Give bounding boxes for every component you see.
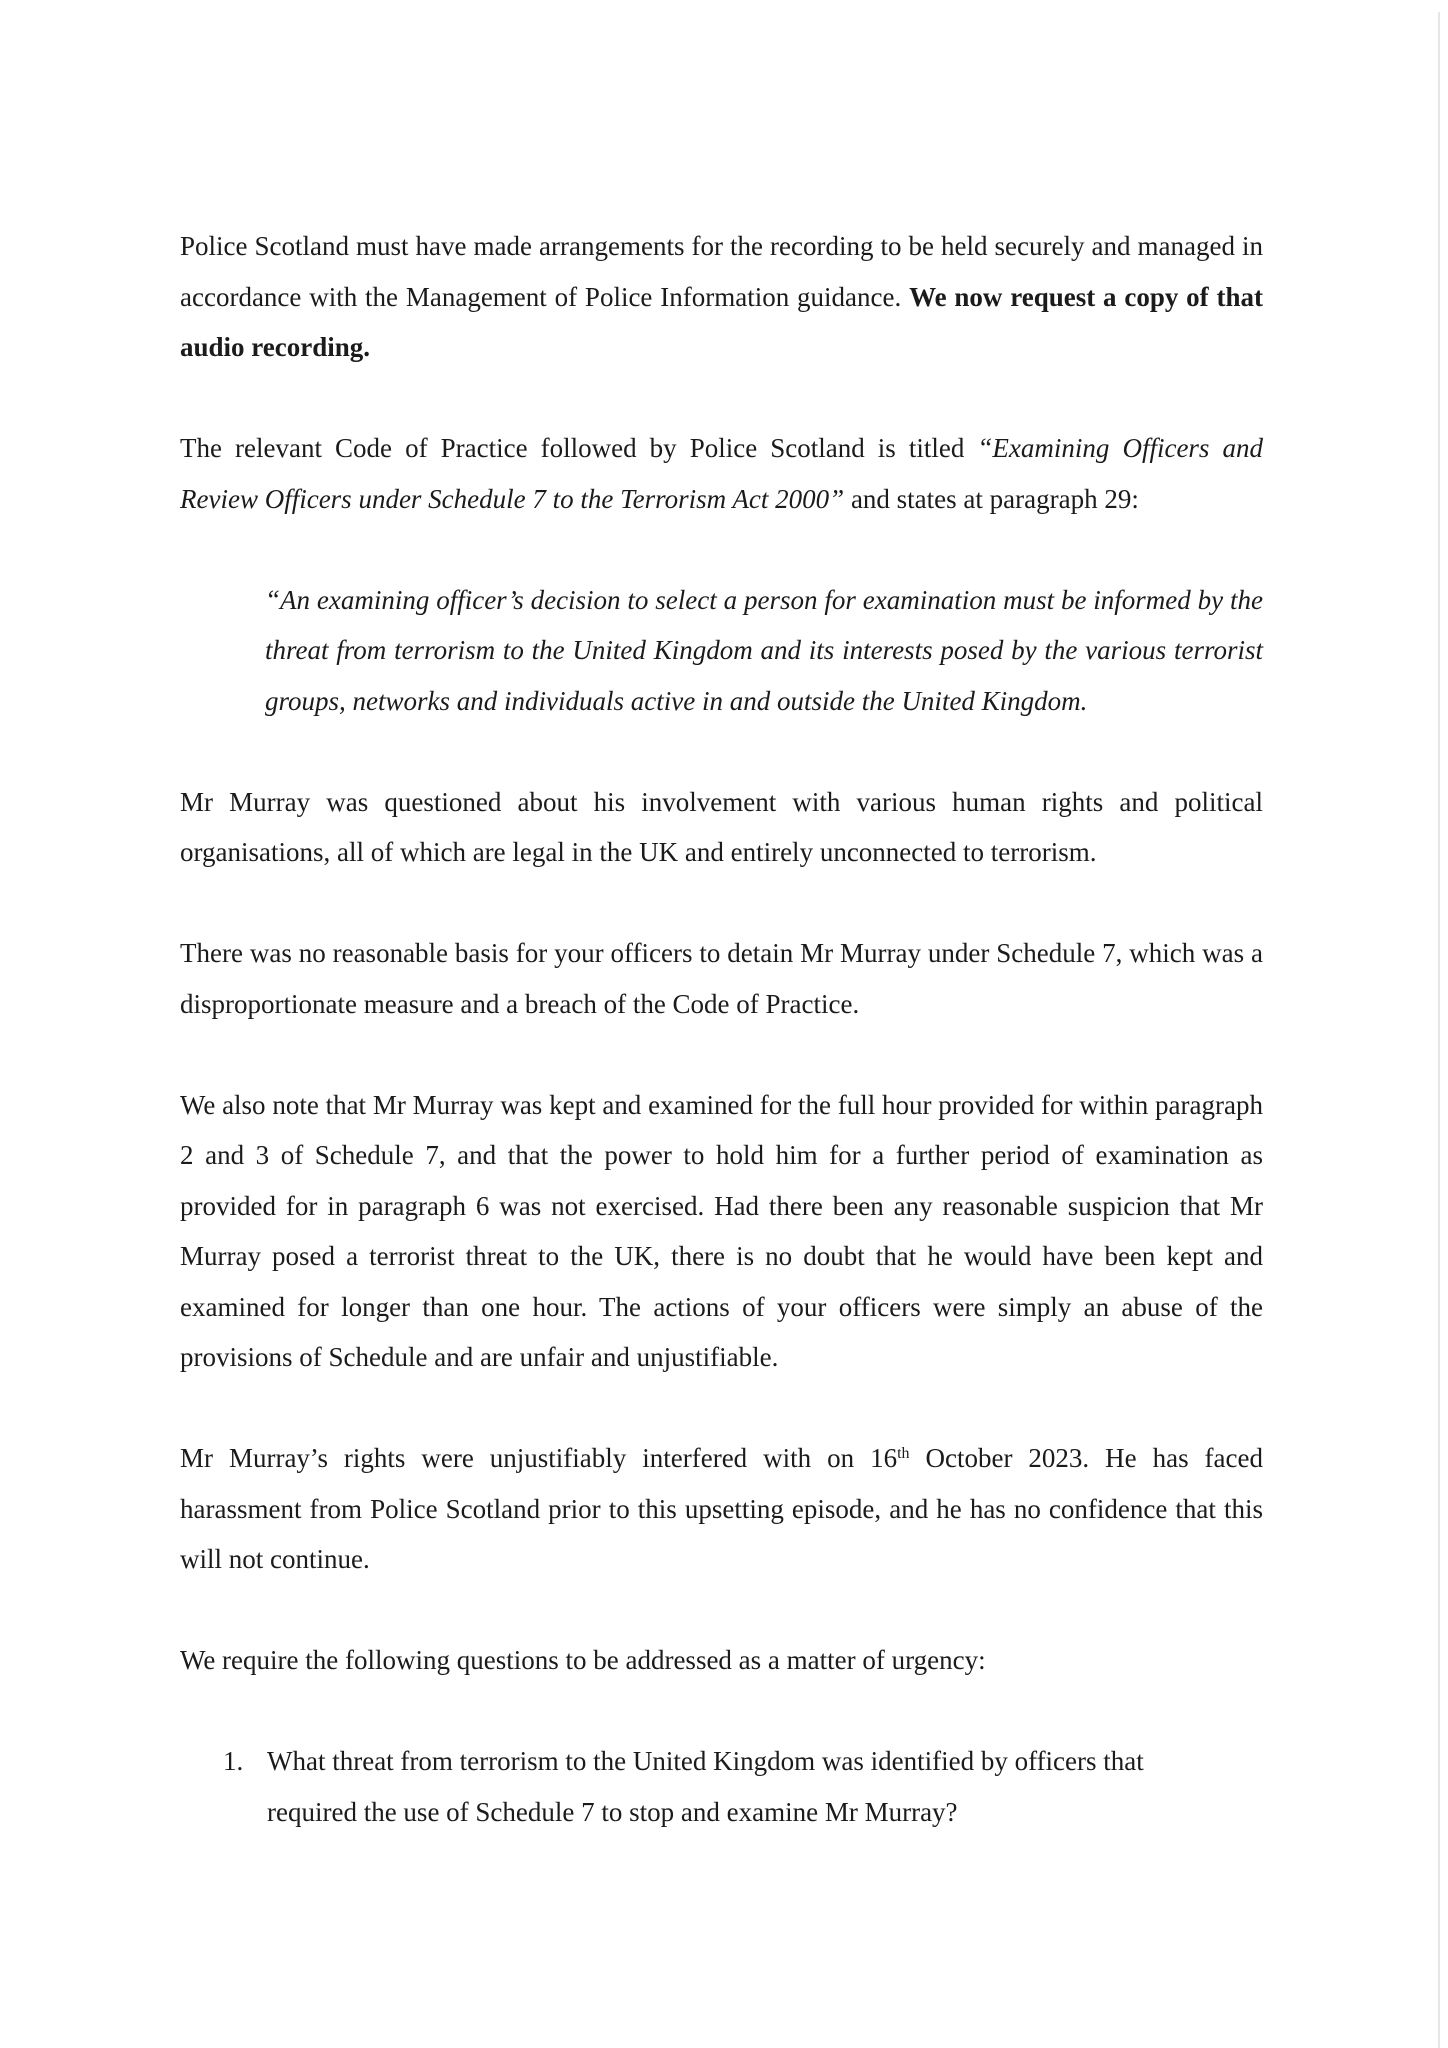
question-number: 1. — [223, 1746, 244, 1776]
paragraph-full-hour-examination: We also note that Mr Murray was kept and examined for the full hour provided for within paragraph 2 and 3 of Schedule 7, and that the power to hold him for a further period of examination as provided for in paragraph 6 was not exercised. Had there been any reasonable suspicion that Mr Murray posed a terrorist threat to the UK, there is no doubt that he would have been kept and examined for longer than one hour. The actions of your officers were simply an abuse of the provisions of Schedule and are unfair and unjustifiable. — [180, 1089, 1263, 1372]
question-item — [180, 1736, 1263, 1837]
block-quote-paragraph-29: “An examining officer’s decision to select a person for examination must be informed by the threat from terrorism to the United Kingdom and its interests posed by the various terrorist groups, networks and individuals active in and outside the United Kingdom. — [265, 584, 1263, 716]
paragraph-no-reasonable-basis: There was no reasonable basis for your officers to detain Mr Murray under Schedule 7, which was a disproportionate measure and a breach of the Code of Practice. — [180, 938, 1263, 1019]
questions-list — [180, 1736, 1263, 1837]
rights-text-before: Mr Murray’s rights were unjustifiably interfered with on 16 — [180, 1443, 898, 1473]
ordinal-suffix: th — [897, 1445, 910, 1462]
question-text: What threat from terrorism to the United Kingdom was identified by officers that required the use of Schedule 7 to stop and examine Mr Murray? — [267, 1746, 1144, 1827]
audio-request-bold-text: We now request a copy of that audio recording. — [180, 281, 1263, 362]
paragraph-questioned-organisations: Mr Murray was questioned about his involvement with various human rights and political organisations, all of which are legal in the UK and entirely unconnected to terrorism. — [180, 786, 1263, 867]
page-edge-line — [1438, 12, 1440, 2048]
paragraph-code-of-practice — [180, 423, 1263, 524]
document-body — [180, 221, 1263, 1837]
code-title-italic: “Examining Officers and Review Officers under Schedule 7 to the Terrorism Act 2000” — [180, 433, 1263, 514]
rights-text-after: October 2023. He has faced harassment from Police Scotland prior to this upsetting episode, and he has no confidence that this will not continue. — [180, 1443, 1263, 1574]
code-paragraph-ref-text: and states at paragraph 29: — [844, 483, 1139, 514]
paragraph-rights-interfered — [180, 1433, 1263, 1585]
paragraph-recording-request — [180, 221, 1263, 373]
paragraph-questions-intro: We require the following questions to be addressed as a matter of urgency: — [180, 1645, 986, 1675]
code-intro-text: The relevant Code of Practice followed by Police Scotland is titled — [180, 433, 978, 463]
recording-arrangements-text: Police Scotland must have made arrangements for the recording to be held securely and managed in accordance with the Management of Police Information guidance. — [180, 231, 1263, 312]
